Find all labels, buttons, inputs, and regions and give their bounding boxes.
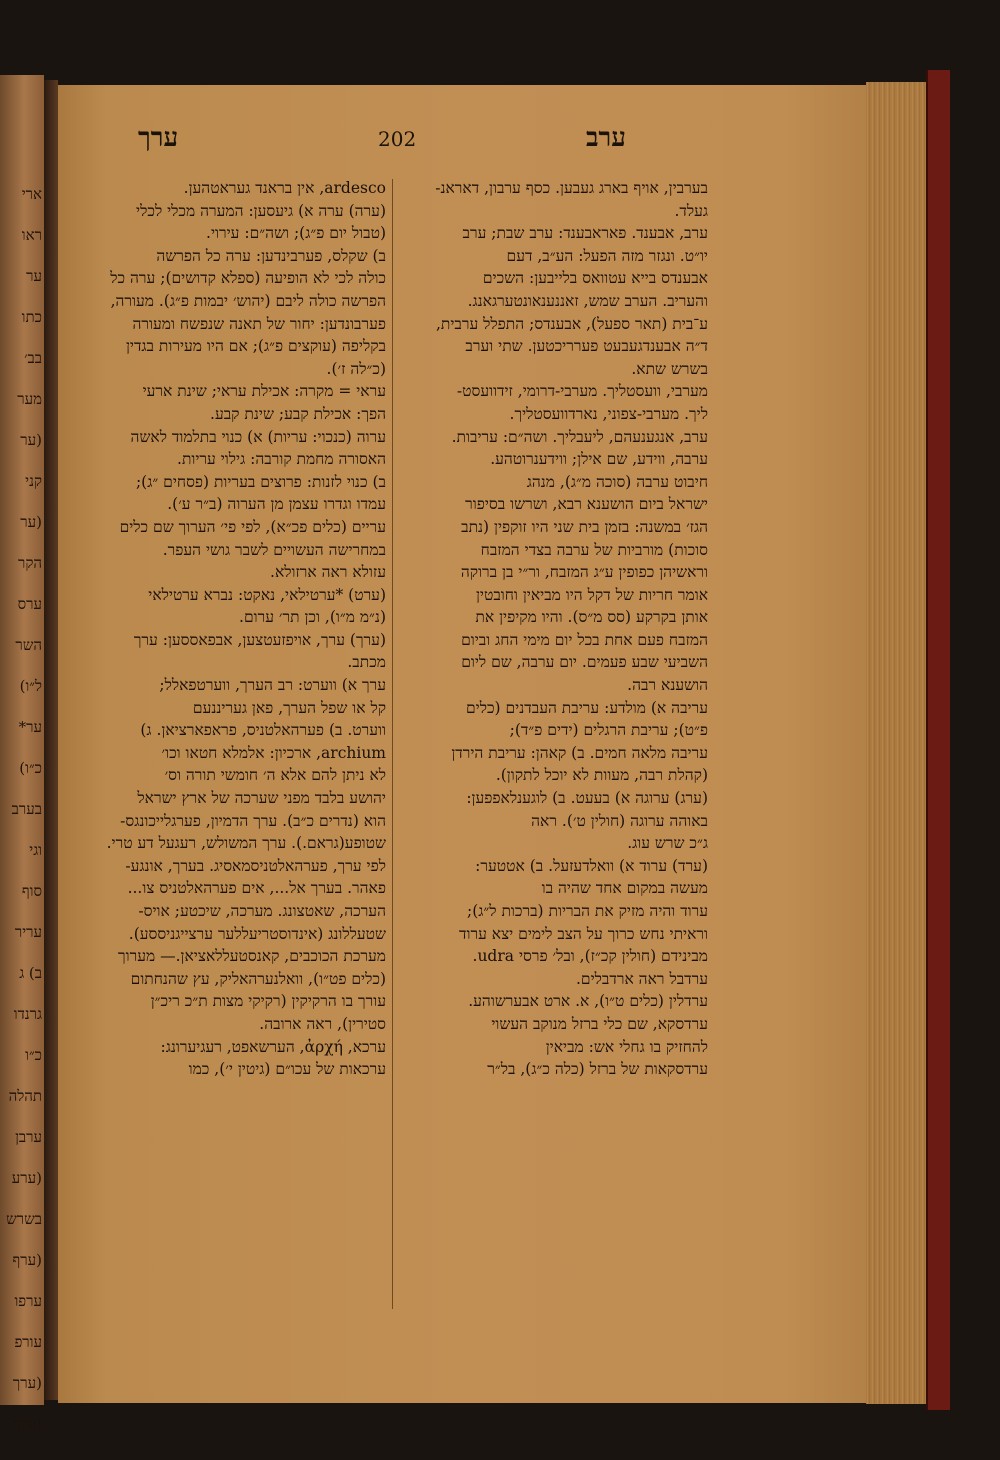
text-line: ערוד והיה מזיק את הבריות (ברכות ל״ג);	[467, 902, 708, 920]
text-line: ד״ה אבענדגעבעט פערריכטען. שתי וערב	[465, 337, 708, 356]
text-line: לא ניתן להם אלא ה׳ חומשי תורה וס׳	[164, 766, 386, 785]
text-line: ליך. מערבי-צפוני, נארדוועסטליך.	[509, 404, 708, 423]
text-line: להחזיק בו גחלי אש: מביאין	[545, 1037, 708, 1056]
text-line: עורך בו הרקיקין (רקיקי מצות ת״כ ריכ״ן	[150, 992, 386, 1011]
text-line: מעשה במקום אחד שהיה בו	[541, 879, 708, 898]
text-line: הפך: אכילת קבע; שינת קבע.	[210, 404, 386, 423]
right-column	[398, 177, 708, 1337]
edge-text-fragment: (ער	[20, 431, 42, 449]
text-line: מערכת הכוכבים, קאנסטעללאציאן.— מערוך	[118, 947, 386, 966]
edge-text-fragment: עורפ	[14, 1333, 42, 1351]
text-line: ג״כ שרש עוג.	[627, 834, 708, 853]
text-line: ardesco, אין בראנד געראטהען.	[183, 179, 386, 197]
text-line: ערדסקא, שם כלי ברזל מנוקב העשוי	[491, 1014, 708, 1033]
text-line: הוא (נדרים כ״ב). ערך הדמיון, פערגלייכונגס-	[120, 811, 386, 830]
text-line: יהושע בלבד מפני שערכה של ארץ ישראל	[137, 789, 386, 808]
text-line: בערבין, אויף בארג געבען. כסף ערבון, דאראנ-	[435, 179, 708, 197]
column-divider	[392, 179, 393, 1309]
book-page	[58, 85, 866, 1403]
text-line: סטירין), ראה ארובה.	[259, 1014, 386, 1033]
edge-text-fragment: תהלה	[8, 1087, 42, 1105]
page-edges-stack	[866, 82, 926, 1404]
previous-page-edge	[0, 75, 44, 1433]
text-line: (ערט) *ערטילאי, נאקט: נברא ערטילאי	[148, 585, 386, 604]
edge-text-fragment: ארי	[21, 185, 42, 203]
text-line: קל או שפל הערך, פאן געריננעם	[192, 698, 386, 717]
edge-text-fragment: בשרש	[6, 1210, 42, 1228]
text-line: ערב, אנגענעהם, ליעבליך. ושה״ם: עריבות.	[451, 427, 708, 446]
text-line: מכתב.	[347, 653, 386, 672]
text-line: ערדסקאות של ברזל (כלה כ״ג), בל״ר	[487, 1060, 708, 1079]
text-line: לפי ערך, פערהאלטניסמאסיג. בערך, אונגע-	[125, 856, 386, 875]
running-head-left: ערך	[138, 123, 179, 153]
text-line: סוכות) מורביות של ערבה בצדי המזבח	[480, 540, 708, 559]
page-number: 202	[378, 127, 417, 151]
text-line: בקליפה (עוקצים פ״ג); אם היו מעירות בגדין	[125, 337, 386, 356]
text-line: (ערג) ערוגה א) בעעט. ב) לוגענלאפפען:	[466, 789, 708, 808]
edge-text-fragment: (ערף	[12, 1251, 42, 1269]
text-line: וראיתי נחש כרוך על הצב לימים יצא ערוד	[459, 924, 708, 943]
text-line: הערכה, שאטצונג. מערכה, שיכטע; אויס-	[138, 902, 386, 920]
text-line: אותן בקרקע (סס מ״ס). והיו מקיפין את	[475, 608, 708, 627]
text-line: פ״ט); עריבת הרגלים (ידים פ״ד);	[509, 721, 708, 740]
edge-text-fragment: כתו	[21, 308, 42, 326]
edge-text-fragment: עריר	[14, 923, 42, 941]
edge-text-fragment: כ״ו)	[19, 759, 42, 777]
edge-text-fragment: ערבן	[15, 1128, 42, 1146]
edge-text-fragment: השר	[15, 636, 42, 654]
text-line: (ערך) ערך, אויפזעטצען, אבפאססען: ערך	[133, 630, 386, 649]
text-line: געלד.	[674, 201, 708, 220]
text-line: הפרשה כולה ליבם (יהוש׳ יבמות פ״ג). מעורה,	[110, 291, 386, 310]
text-line: ערכאות של עכו״ם (גיטין י׳), כמו	[188, 1060, 386, 1079]
text-line: באוהה ערוגה (חולין ט׳). ראה	[531, 811, 708, 830]
text-line: הגז׳ במשנה: בזמן בית שני היו זוקפין (נתב	[461, 517, 708, 536]
edge-text-fragment: ערס	[17, 595, 42, 613]
text-line: ישראל ביום הושענא רבא, ושרשו בסיפור	[465, 495, 708, 514]
text-line: (ערד) ערוד א) וואלדעזעל. ב) אטטער:	[475, 856, 708, 875]
text-line: עראי = מקרה: אכילת עראי; שינת ארעי	[142, 382, 386, 401]
edge-text-fragment: ב) ג	[19, 964, 42, 982]
text-line: ב) כנוי לזנות: פרוצים בעריות (פסחים ״ג);	[135, 472, 386, 491]
text-line: השביעי שבע פעמים. יום ערבה, שם ליום	[461, 653, 708, 672]
edge-text-fragment: ראו	[21, 226, 42, 244]
text-line: ערך א) ווערט: רב הערך, ווערטפאלל;	[159, 676, 386, 695]
text-line: במחרישה העשויים לשבר גושי העפר.	[162, 540, 386, 559]
text-line: כולה לכי לא הופיעה (ספלא קדושים); ערה כל	[110, 269, 386, 288]
text-line: ערוה (כנכוי: עריות) א) כנוי בתלמוד לאשה	[130, 427, 386, 446]
edge-text-fragment: מער	[17, 390, 42, 408]
text-line: עריבה מלאה חמים. ב) קאהן: עריבת הירדן	[451, 743, 708, 762]
edge-text-fragment: ער	[26, 267, 42, 285]
edge-text-fragment: (ער	[20, 513, 42, 531]
text-line: המזבח פעם אחת בכל יום מימי החג וביום	[461, 630, 708, 649]
left-column	[58, 177, 386, 1337]
text-line: ערדלין (כלים ט״ו), א. ארט אבערשוהע.	[468, 992, 708, 1011]
text-line: (כלים פט״ו), וואלנערהאליק, עץ שהנחתום	[130, 969, 386, 988]
edge-text-fragment: ער*	[18, 718, 42, 736]
text-line: עריים (כלים פכ״א), לפי פי׳ הערוך שם כלים	[119, 517, 386, 536]
text-line: פערבונדען: יחור של תאנה שנפשח ומעורה	[132, 314, 386, 333]
text-line: (נ״מ מ״ו), וכן תר׳ ערום.	[239, 608, 386, 627]
text-line: מערבי, וועסטליך. מערבי-דרומי, זידוועסט-	[456, 382, 708, 401]
text-line: אבענדס בייא עטוואס בלייבען: השכים	[482, 269, 708, 288]
text-line: עזולא ראה ארזולא.	[270, 563, 386, 582]
text-line: ערב, אבענד. פאראבענד: ערב שבת; ערב	[462, 224, 708, 243]
text-line: ערבה, ווידע, שם אילן; ווידענרוטהע.	[490, 450, 708, 469]
text-line: עמדו וגדרו עצמן מן הערוה (ב״ר ע׳).	[167, 495, 386, 514]
text-line: ע־בית (תאר ספעל), אבענדס; התפלל ערבית,	[435, 314, 708, 333]
running-head-right: ערב	[585, 123, 626, 153]
text-line: (קהלת רבה, מעוות לא יוכל לתקון).	[495, 766, 708, 785]
edge-text-fragment: בב׳	[24, 349, 42, 367]
text-line: ערכא, ἀρχή, הערשאפט, רעגיערונג:	[160, 1037, 386, 1056]
edge-text-fragment: הקר	[17, 554, 42, 572]
book-cover-edge	[926, 70, 950, 1410]
book-spine	[44, 80, 58, 1400]
edge-text-fragment: בערב	[11, 800, 42, 818]
text-line: archium, ארכיון: אלמלא חטאו וכו׳	[161, 743, 386, 762]
edge-text-fragment: כ״ו	[25, 1046, 42, 1064]
text-line: בשרש שתא.	[631, 359, 708, 378]
text-line: ווערט. ב) פערהאלטניס, פראפארציאן. ג)	[140, 721, 386, 740]
text-line: ערדבל ראה ארדבלים.	[576, 969, 708, 988]
text-line: שטופע(גראם.). ערך המשולש, רעגעל דע טרי.	[106, 834, 386, 853]
text-line: והעריב. הערב שמש, זאננענאונטערגאנג.	[467, 291, 708, 310]
text-line: (ערה) ערה א) גיעסען: המערה מכלי לכלי	[136, 201, 386, 220]
text-line: חיבוט ערבה (סוכה מ״ג), מנהג	[526, 472, 708, 491]
edge-text-fragment: סוף	[21, 882, 42, 900]
text-line: שטעללונג (אינדוסטריעללער ערצייגניססע).	[128, 924, 386, 943]
edge-text-fragment: גרנדו	[13, 1005, 42, 1023]
edge-text-fragment: (ערע	[11, 1169, 42, 1187]
text-line: ב) שקלס, פערבינדען: ערה כל הפרשה	[156, 246, 386, 265]
edge-text-fragment: (ערך	[12, 1415, 42, 1433]
text-line: הושענא רבה.	[627, 676, 708, 695]
text-line: האסורה מחמת קורבה: גילוי עריות.	[177, 450, 386, 469]
text-line: פאהר. בערך אל..., אים פערהאלטניס צו...	[127, 879, 386, 898]
text-line: מבינידם (חולין קכ״ז), ובל׳ פרסי udra.	[472, 947, 708, 966]
text-line: (כ״לה ז׳).	[326, 359, 386, 378]
edge-text-fragment: קני	[25, 472, 42, 490]
text-line: וראשיהן כפופין ע״ג המזבח, ור״י בן ברוקה	[460, 563, 708, 582]
edge-text-fragment: וגי	[29, 841, 42, 859]
edge-text-fragment: ל״ו)	[19, 677, 42, 695]
text-line: (טבול יום פ״ג); ושה״ם: עירוי.	[206, 224, 386, 243]
edge-text-fragment: ערפו	[14, 1292, 42, 1310]
text-line: אומר חריות של דקל היו מביאין וחובטין	[475, 585, 708, 604]
text-line: יו״ט. ונגזר מזה הפעל: הע״ב, דעם	[506, 246, 708, 265]
text-line: עריבה א) מולדע: עריבת העבדנים (כלים	[465, 698, 708, 717]
edge-text-fragment: (ערך	[12, 1374, 42, 1392]
page-header	[58, 121, 866, 171]
